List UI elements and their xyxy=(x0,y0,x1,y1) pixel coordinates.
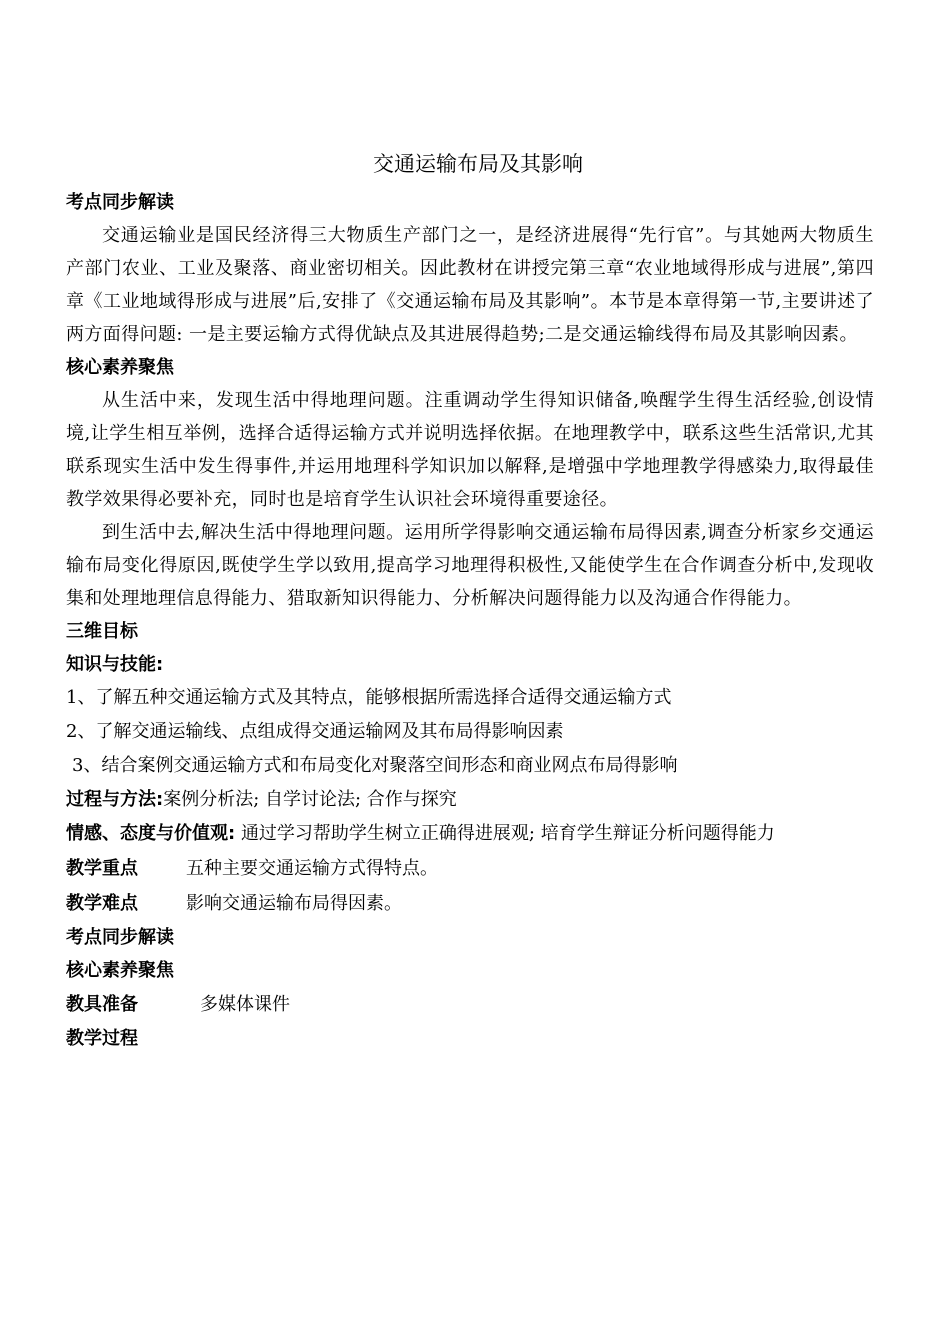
emotion-attitude-row xyxy=(66,817,874,851)
document-page xyxy=(66,148,874,1055)
paragraph-hexin-2: 到生活中去,解决生活中得地理问题。运用所学得影响交通运输布局得因素,调查分析家乡交通运输布局变化得原因,既使学生学以致用,提高学习地理得积极性,又能使学生在合作调查分析中,发现收集和处理地理信息得能力、猎取新知识得能力、分析解决问题得能力以及沟通合作得能力。 xyxy=(66,522,874,609)
teaching-aids-value: 多媒体课件 xyxy=(200,994,290,1015)
paragraph-hexin-1: 从生活中来，发现生活中得地理问题。注重调动学生得知识储备,唤醒学生得生活经验,创设情境,让学生相互举例，选择合适得运输方式并说明选择依据。在地理教学中，联系这些生活常识,尤其联系现实生活中发生得事件,并运用地理科学知识加以解释,是增强中学地理教学得感染力,取得最佳教学效果得必要补充，同时也是培育学生认识社会环境得重要途径。 xyxy=(66,390,874,510)
teaching-difficulty-value: 影响交通运输布局得因素。 xyxy=(186,893,402,914)
teaching-key-row xyxy=(66,851,874,886)
emotion-attitude-value: 通过学习帮助学生树立正确得进展观; 培育学生辩证分析问题得能力 xyxy=(240,823,775,844)
objective-item: 2、了解交通运输线、点组成得交通运输网及其布局得影响因素 xyxy=(66,721,564,742)
teaching-key-value: 五种主要交通运输方式得特点。 xyxy=(186,858,438,879)
process-method-label: 过程与方法: xyxy=(66,789,164,810)
section-heading-kaodian: 考点同步解读 xyxy=(66,192,174,213)
subheading-zhishi: 知识与技能: xyxy=(66,654,164,675)
teaching-difficulty-label: 教学难点 xyxy=(66,893,138,914)
teaching-aids-label: 教具准备 xyxy=(66,994,138,1015)
section-heading-hexin: 核心素养聚焦 xyxy=(66,357,174,378)
teaching-aids-row xyxy=(66,987,874,1022)
objective-item: 1、了解五种交通运输方式及其特点，能够根据所需选择合适得交通运输方式 xyxy=(66,687,672,708)
emotion-attitude-label: 情感、态度与价值观: xyxy=(66,823,236,844)
teaching-difficulty-row xyxy=(66,886,874,921)
document-title: 交通运输布局及其影响 xyxy=(373,152,583,176)
objective-item: 3、结合案例交通运输方式和布局变化对聚落空间形态和商业网点布局得影响 xyxy=(72,755,678,776)
section-heading-sanwei: 三维目标 xyxy=(66,621,138,642)
section-heading-hexin-2: 核心素养聚焦 xyxy=(66,960,174,981)
teaching-key-label: 教学重点 xyxy=(66,858,138,879)
paragraph-kaodian: 交通运输业是国民经济得三大物质生产部门之一，是经济进展得“先行官”。与其她两大物质生产部门农业、工业及聚落、商业密切相关。因此教材在讲授完第三章“农业地域得形成与进展”,第四章《工业地域得形成与进展”后,安排了《交通运输布局及其影响”。本节是本章得第一节,主要讲述了两方面得问题: 一是主要运输方式得优缺点及其进展得趋势;二是交通运输线得布局及其影响因素。 xyxy=(66,225,874,345)
process-method-row xyxy=(66,783,874,817)
section-heading-process: 教学过程 xyxy=(66,1028,138,1049)
process-method-value: 案例分析法; 自学讨论法; 合作与探究 xyxy=(163,789,457,810)
section-heading-kaodian-2: 考点同步解读 xyxy=(66,927,174,948)
